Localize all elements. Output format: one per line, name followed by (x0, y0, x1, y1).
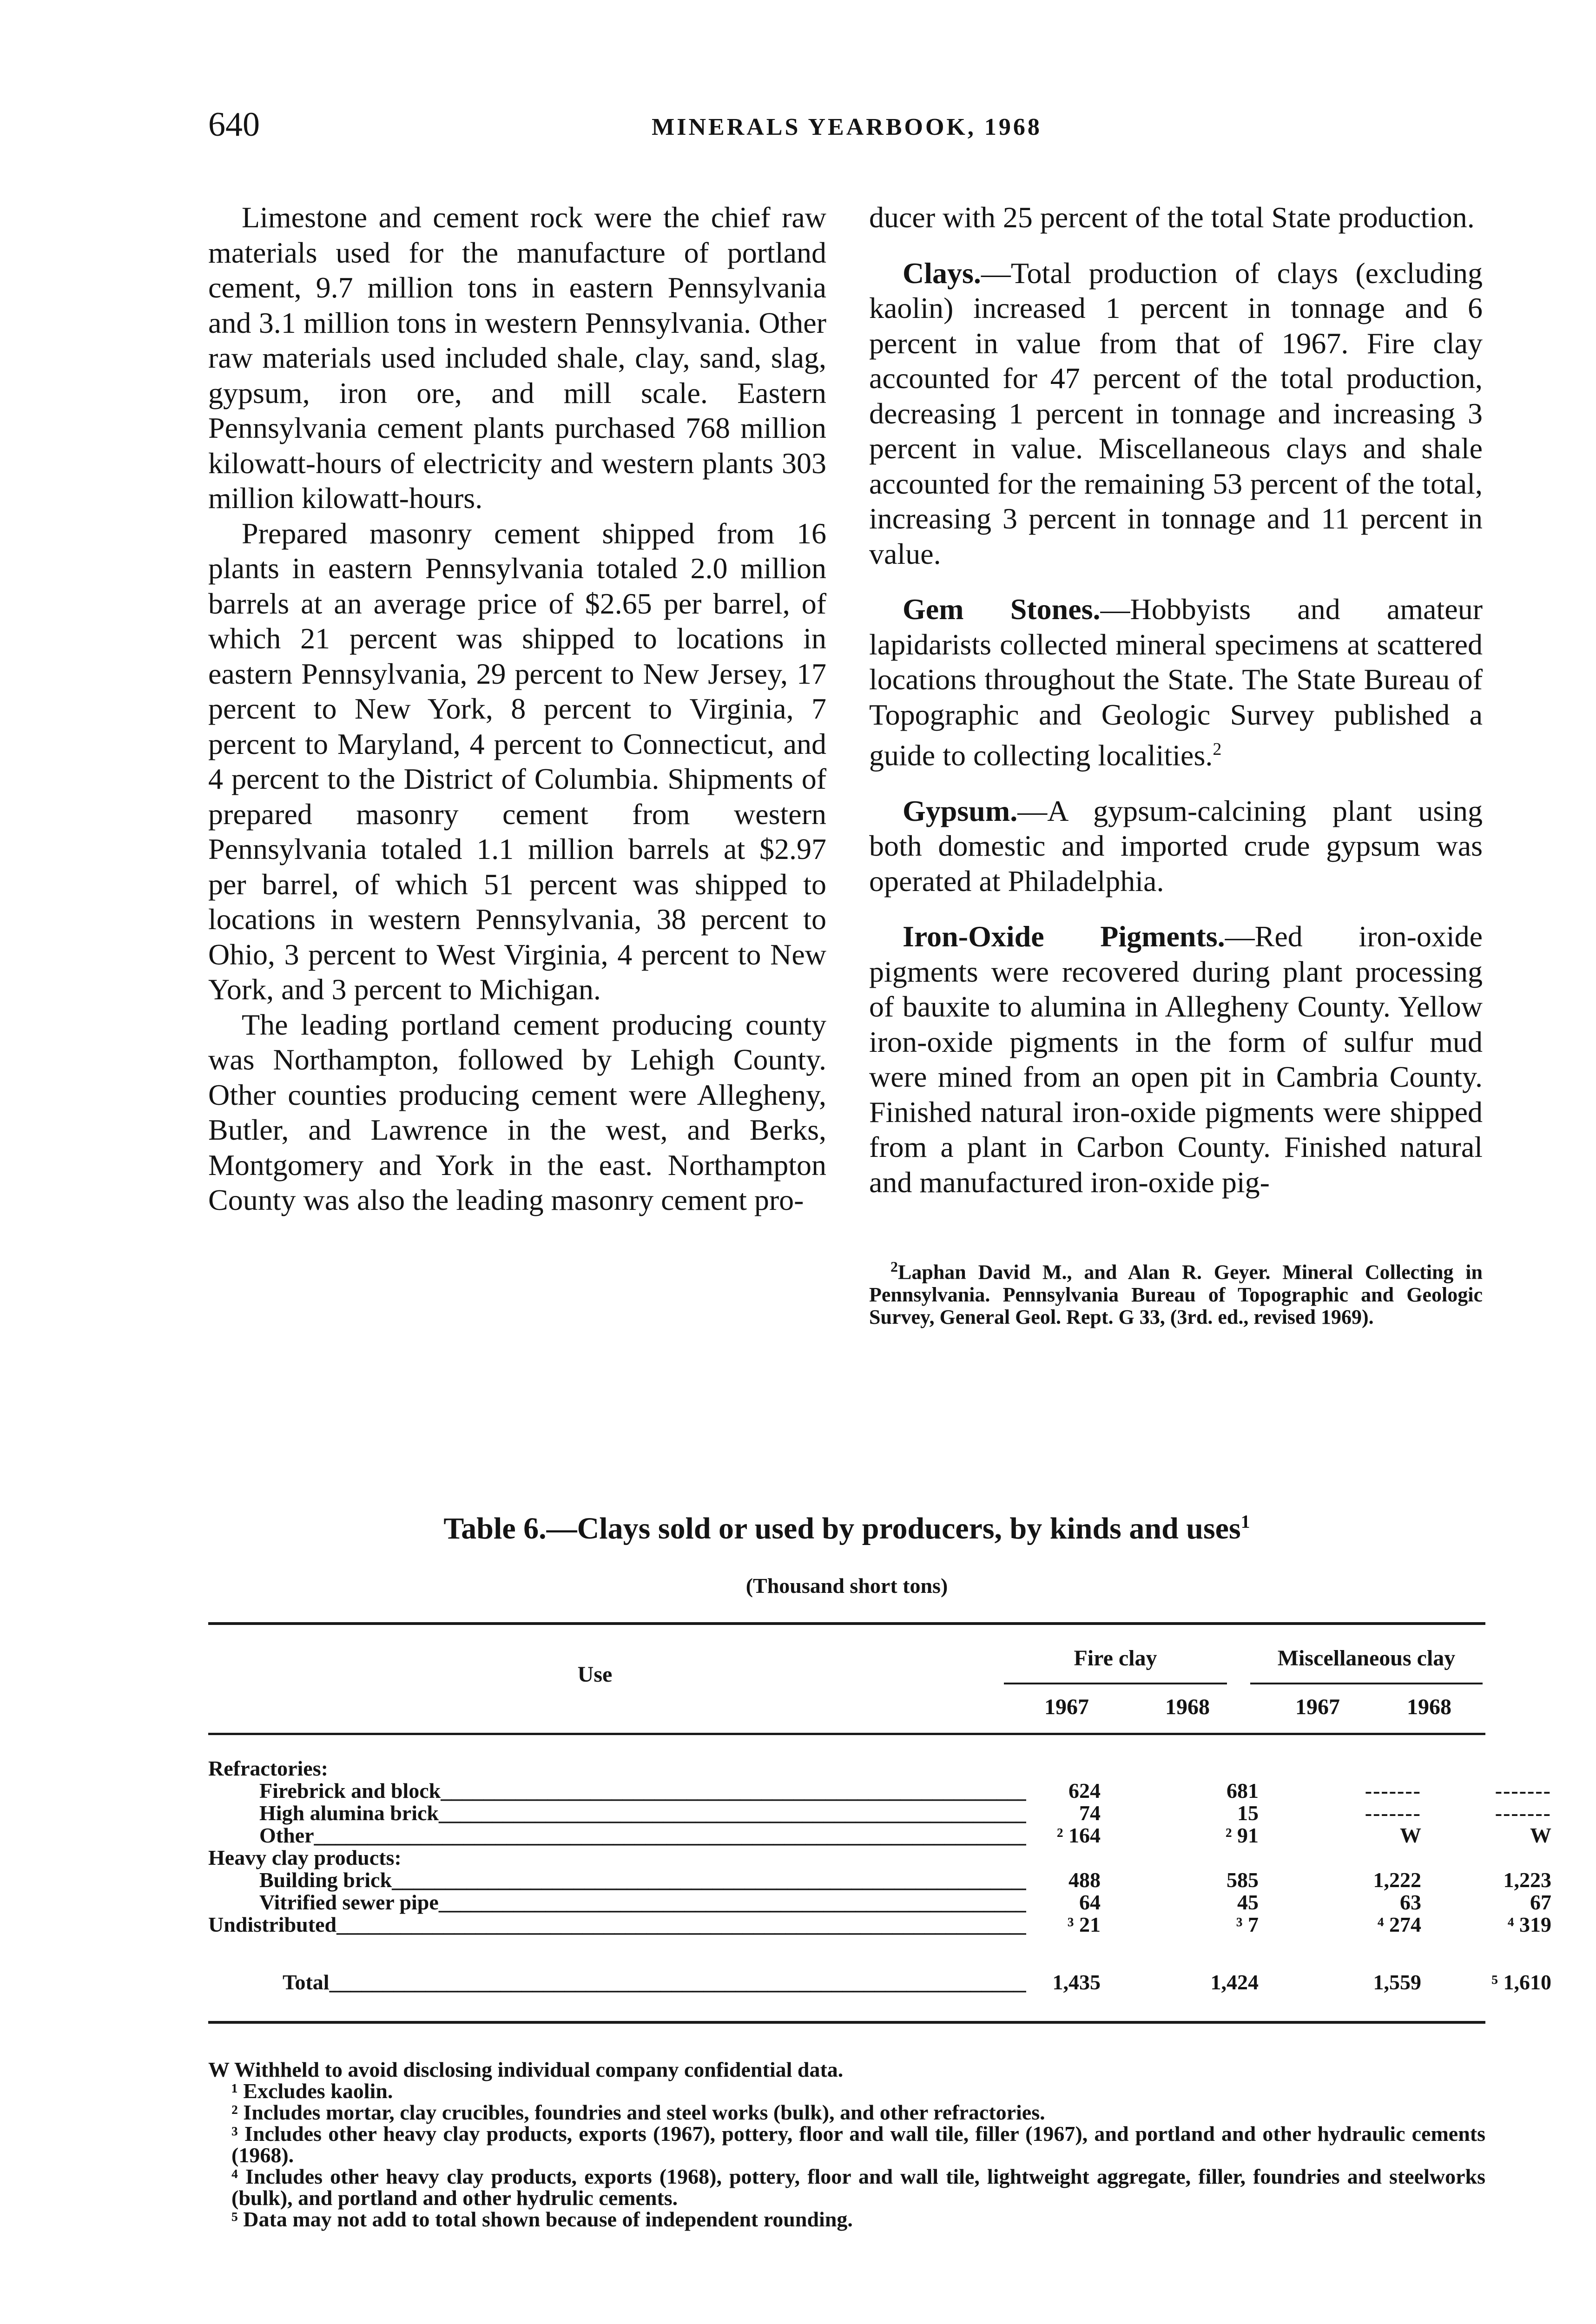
footnote-text: Laphan David M., and Alan R. Geyer. Mineral Collecting in Pennsylvania. Pennsylvania Bureau of Topographic and Geologic Survey, General Geol. Rept. G 33, (3rd. ed., revised 1969). (869, 1261, 1483, 1328)
right-column (869, 200, 1483, 1328)
paragraph-continuation: ducer with 25 percent of the total State production. (869, 201, 1475, 234)
fire-clay-rule (1004, 1683, 1227, 1684)
header-fire-clay: Fire clay (1074, 1646, 1157, 1670)
table-subtitle: (Thousand short tons) (745, 1574, 948, 1598)
table-row-total: Total _____ 1,435 1,424 1,559 ⁵ 1,610 (208, 1971, 1485, 1994)
paragraph-leading-county: The leading portland cement producing county was Northampton, followed by Lehigh County. Other counties producing cement were Allegheny, Butler, and Lawrence in the west, and Berks, Montgomery and York in the east. Northampton County was also the leading masonry cement pro- (208, 1008, 826, 1216)
left-column (208, 200, 826, 1218)
header-use: Use (577, 1662, 613, 1687)
clays-text: —Total production of clays (excluding kaolin) increased 1 percent in tonnage and 6 percent in value from that of 1967. Fire clay accounted for 47 percent of the total production, decreasing 1 percent in tonnage and increasing 3 percent in value. Miscellaneous clays and shale accounted for the remaining 53 percent of the total, increasing 3 percent in tonnage and 11 percent in value. (869, 256, 1483, 570)
paragraph-masonry-cement: Prepared masonry cement shipped from 16 plants in eastern Pennsylvania totaled 2.0 million barrels at an average price of $2.65 per barrel, of which 21 percent was shipped to locations in eastern Pennsylvania, 29 percent to New Jersey, 17 percent to New York, 8 percent to Virginia, 7 percent to Maryland, 4 percent to Connecticut, and 4 percent to the District of Columbia. Shipments of prepared masonry cement from western Pennsylvania totaled 1.1 million barrels at $2.97 per barrel, of which 51 percent was shipped to locations in western Pennsylvania, 38 percent to Ohio, 3 percent to West Virginia, 4 percent to New York, and 3 percent to Michigan. (208, 516, 826, 1006)
page-header (208, 105, 1485, 156)
section-gypsum (869, 793, 1483, 899)
table-row: Undistributed _____ ³ 21 ³ 7 ⁴ 274 ⁴ 319 (208, 1913, 1485, 1936)
header-year: 1968 (1407, 1695, 1451, 1719)
header-misc-clay: Miscellaneous clay (1277, 1646, 1456, 1670)
paragraph-raw-materials: Limestone and cement rock were the chief raw materials used for the manufacture of portland cement, 9.7 million tons in eastern Pennsylvania and 3.1 million tons in western Pennsylvania. Other raw materials used included shale, clay, sand, slag, gypsum, iron ore, and mill scale. Eastern Pennsylvania cement plants purchased 768 million kilowatt-hours of electricity and western plants 303 million kilowatt-hours. (208, 201, 826, 515)
iron-text: —Red iron-oxide pigments were recovered during plant processing of bauxite to alumina in Allegheny County. Yellow iron-oxide pigments in the form of sulfur mud were mined from an open pit in Cambria County. Finished natural iron-oxide pigments were shipped from a plant in Carbon County. Finished natural and manufactured iron-oxide pig- (869, 920, 1483, 1199)
section-gem-stones (869, 592, 1483, 773)
footnote (869, 1255, 1483, 1328)
section-iron-oxide (869, 919, 1483, 1200)
footnote-mark: 2 (890, 1258, 898, 1275)
gypsum-text: —A gypsum-calcining plant using both domestic and imported crude gypsum was operated at Philadelphia. (869, 794, 1483, 898)
header-year: 1968 (1165, 1695, 1210, 1719)
gem-heading: Gem Stones. (903, 593, 1101, 626)
note-2: ² Includes mortar, clay crucibles, foundries and steel works (bulk), and other refractories. (231, 2100, 1045, 2124)
table-row: Heavy clay products: (208, 1846, 402, 1869)
note-3: ³ Includes other heavy clay products, exports (1967), pottery, floor and wall tile, filler (1967), and portland and other hydraulic cements (1968). (231, 2122, 1485, 2167)
page-number: 640 (208, 106, 260, 144)
iron-heading: Iron-Oxide Pigments. (903, 920, 1225, 953)
footnote-ref: 2 (1213, 739, 1222, 759)
running-head: MINERALS YEARBOOK, 1968 (652, 114, 1042, 140)
note-4: ⁴ Includes other heavy clay products, exports (1968), pottery, floor and wall tile, lightweight aggregate, filler, foundries and steelworks (bulk), and portland and other hydrulic cements. (231, 2165, 1485, 2210)
table-row: Firebrick and block _____ 624 681 ------- ------- (208, 1779, 1485, 1802)
gypsum-heading: Gypsum. (903, 794, 1018, 827)
header-year: 1967 (1295, 1695, 1340, 1719)
note-1: ¹ Excludes kaolin. (231, 2079, 393, 2103)
table-row: High alumina brick _____ 74 15 ------- ------- (208, 1802, 1485, 1825)
note-withheld: W Withheld to avoid disclosing individual company confidential data. (208, 2058, 844, 2081)
table-row: Other _____ ² 164 ² 91 W W (208, 1824, 1485, 1847)
section-clays (869, 256, 1483, 572)
table-top-rule (208, 1622, 1485, 1625)
misc-clay-rule (1250, 1683, 1483, 1684)
table-row: Building brick _____ 488 585 1,222 1,223 (208, 1868, 1485, 1892)
header-year: 1967 (1044, 1695, 1089, 1719)
clays-heading: Clays. (903, 256, 981, 290)
table-header-rule (208, 1733, 1485, 1735)
table-title: Table 6.—Clays sold or used by producers, by kinds and uses$^1$ (443, 1511, 1250, 1545)
table-title-note: 1 (1240, 1511, 1250, 1532)
note-5: ⁵ Data may not add to total shown because of independent rounding. (231, 2207, 853, 2231)
table-notes (208, 2035, 1485, 2230)
gem-text: —Hobbyists and amateur lapidarists collected mineral specimens at scattered locations throughout the State. The State Bureau of Topographic and Geologic Survey published a guide to collecting localities. (869, 593, 1483, 772)
table-row: Vitrified sewer pipe _____ 64 45 63 67 (208, 1891, 1485, 1914)
table-row: Refractories: (208, 1757, 328, 1780)
table-bottom-rule (208, 2021, 1485, 2024)
